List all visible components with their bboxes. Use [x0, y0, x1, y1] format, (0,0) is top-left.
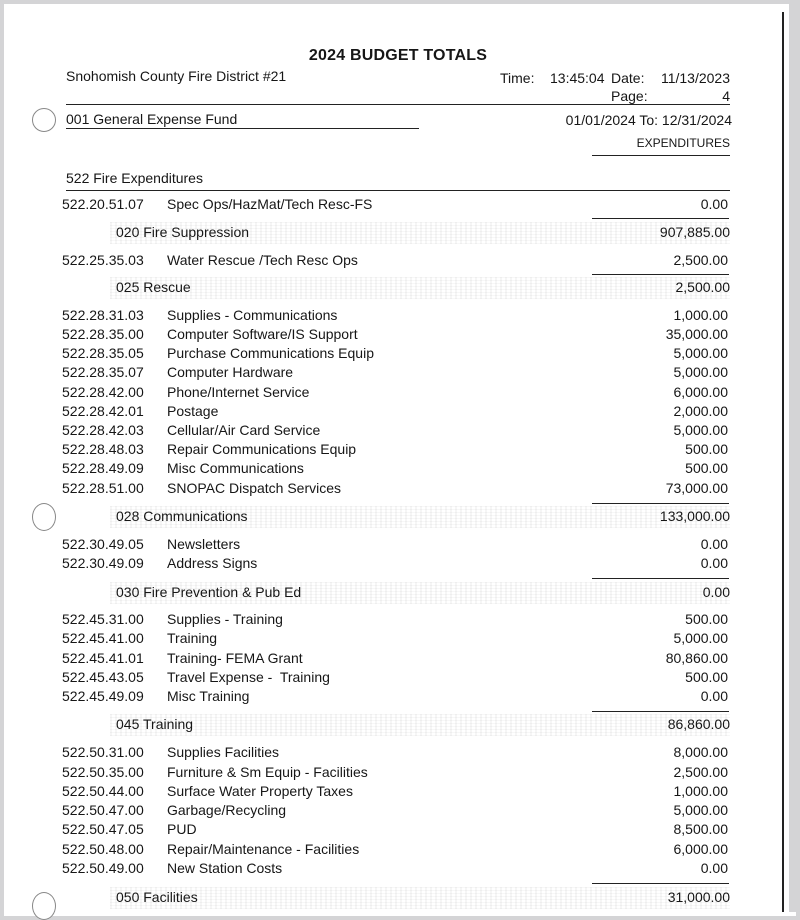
- account-description: Newsletters: [167, 536, 241, 552]
- column-header-rule: [592, 155, 730, 156]
- line-item-row: [0, 783, 796, 802]
- account-number: 522.50.47.00: [62, 802, 144, 818]
- amount: 2,000.00: [673, 403, 728, 419]
- account-number: 522.20.51.07: [62, 196, 144, 212]
- column-header-expenditures: EXPENDITURES: [636, 136, 730, 150]
- line-item-row: [0, 669, 796, 688]
- amount: 8,000.00: [673, 744, 728, 760]
- line-item-row: [0, 688, 796, 707]
- account-number: 522.28.35.05: [62, 345, 144, 361]
- account-description: Purchase Communications Equip: [167, 345, 374, 361]
- amount: 500.00: [685, 669, 728, 685]
- subtotal-row: [110, 277, 730, 299]
- account-number: 522.50.44.00: [62, 783, 144, 799]
- amount: 35,000.00: [665, 326, 728, 342]
- line-item-row: [0, 860, 796, 879]
- account-description: Postage: [167, 403, 219, 419]
- line-item-row: [0, 744, 796, 763]
- page-number: 4: [722, 88, 730, 104]
- line-item-row: [0, 422, 796, 441]
- account-number: 522.25.35.03: [62, 252, 144, 268]
- subtotal-amount: 907,885.00: [659, 224, 730, 240]
- account-number: 522.45.41.01: [62, 650, 144, 666]
- line-item-row: [0, 196, 796, 215]
- account-description: Furniture & Sm Equip - Facilities: [167, 764, 368, 780]
- binder-hole-top: [32, 108, 56, 132]
- account-description: Surface Water Property Taxes: [167, 783, 353, 799]
- account-number: 522.50.47.05: [62, 821, 144, 837]
- line-item-row: [0, 460, 796, 479]
- account-description: Address Signs: [167, 555, 258, 571]
- header-rule: [66, 104, 730, 105]
- line-item-row: [0, 441, 796, 460]
- account-description: Computer Hardware: [167, 364, 294, 380]
- line-item-row: [0, 821, 796, 840]
- section-rule: [66, 190, 730, 191]
- date-label: Date:: [611, 70, 645, 86]
- line-item-row: [0, 345, 796, 364]
- report-title: 2024 BUDGET TOTALS: [308, 47, 488, 64]
- account-number: 522.45.43.05: [62, 669, 144, 685]
- account-description: Water Rescue /Tech Resc Ops: [167, 252, 358, 268]
- subtotal-rule: [592, 274, 729, 275]
- account-number: 522.30.49.09: [62, 555, 144, 571]
- line-item-row: [0, 802, 796, 821]
- account-description: Repair Communications Equip: [167, 441, 357, 457]
- amount: 0.00: [700, 688, 728, 704]
- account-number: 522.28.35.00: [62, 326, 144, 342]
- account-description: Travel Expense - Training: [167, 669, 330, 685]
- subtotal-row: [110, 506, 730, 528]
- amount: 0.00: [700, 555, 728, 571]
- subtotal-rule: [592, 578, 729, 579]
- account-number: 522.28.51.00: [62, 480, 144, 496]
- subtotal-amount: 31,000.00: [667, 889, 730, 905]
- report-period: 01/01/2024 To: 12/31/2024: [565, 112, 732, 128]
- amount: 5,000.00: [673, 422, 728, 438]
- account-number: 522.45.31.00: [62, 611, 144, 627]
- amount: 0.00: [700, 860, 728, 876]
- account-number: 522.28.31.03: [62, 307, 144, 323]
- account-description: Training- FEMA Grant: [167, 650, 303, 666]
- subtotal-label: 045 Training: [116, 716, 194, 732]
- account-number: 522.30.49.05: [62, 536, 144, 552]
- account-description: Supplies Facilities: [167, 744, 280, 760]
- time-value: 13:45:04: [550, 70, 605, 86]
- binder-hole-bottom: [32, 892, 56, 920]
- subtotal-amount: 86,860.00: [667, 716, 730, 732]
- subtotal-rule: [592, 883, 729, 884]
- account-number: 522.50.48.00: [62, 841, 144, 857]
- amount: 6,000.00: [673, 841, 728, 857]
- subtotal-row: [110, 582, 730, 604]
- line-item-row: [0, 650, 796, 669]
- account-description: Misc Training: [167, 688, 250, 704]
- subtotal-amount: 133,000.00: [659, 508, 730, 524]
- subtotal-label: 028 Communications: [116, 508, 248, 524]
- organization-name: Snohomish County Fire District #21: [66, 68, 287, 84]
- subtotal-row: [110, 714, 730, 736]
- section-heading: 522 Fire Expenditures: [66, 170, 203, 186]
- subtotal-label: 030 Fire Prevention & Pub Ed: [116, 584, 302, 600]
- binder-hole-middle: [32, 503, 56, 531]
- amount: 8,500.00: [673, 821, 728, 837]
- date-value: 11/13/2023: [660, 70, 730, 86]
- amount: 73,000.00: [665, 480, 728, 496]
- line-item-row: [0, 630, 796, 649]
- subtotal-label: 020 Fire Suppression: [116, 224, 250, 240]
- page-label: Page:: [611, 88, 648, 104]
- amount: 500.00: [685, 460, 728, 476]
- amount: 500.00: [685, 611, 728, 627]
- fund-underline: [66, 128, 419, 129]
- account-number: 522.28.42.01: [62, 403, 144, 419]
- line-item-row: [0, 764, 796, 783]
- subtotal-row: [110, 887, 730, 909]
- line-item-row: [0, 307, 796, 326]
- line-item-row: [0, 403, 796, 422]
- account-description: Phone/Internet Service: [167, 384, 310, 400]
- account-number: 522.50.49.00: [62, 860, 144, 876]
- subtotal-row: [110, 222, 730, 244]
- account-description: Cellular/Air Card Service: [167, 422, 321, 438]
- account-number: 522.28.35.07: [62, 364, 144, 380]
- amount: 0.00: [700, 196, 728, 212]
- fund-name: 001 General Expense Fund: [66, 111, 238, 127]
- account-number: 522.28.48.03: [62, 441, 144, 457]
- amount: 2,500.00: [673, 252, 728, 268]
- line-item-row: [0, 384, 796, 403]
- amount: 5,000.00: [673, 345, 728, 361]
- subtotal-rule: [592, 503, 729, 504]
- account-description: PUD: [167, 821, 197, 837]
- account-description: Repair/Maintenance - Facilities: [167, 841, 360, 857]
- account-description: Supplies - Training: [167, 611, 283, 627]
- account-number: 522.45.49.09: [62, 688, 144, 704]
- subtotal-rule: [592, 711, 729, 712]
- account-description: New Station Costs: [167, 860, 283, 876]
- line-item-row: [0, 555, 796, 574]
- amount: 1,000.00: [673, 783, 728, 799]
- subtotal-amount: 2,500.00: [675, 279, 730, 295]
- amount: 0.00: [700, 536, 728, 552]
- account-description: Spec Ops/HazMat/Tech Resc-FS: [167, 196, 373, 212]
- amount: 5,000.00: [673, 364, 728, 380]
- subtotal-amount: 0.00: [702, 584, 730, 600]
- account-description: Computer Software/IS Support: [167, 326, 358, 342]
- account-number: 522.28.42.00: [62, 384, 144, 400]
- amount: 5,000.00: [673, 630, 728, 646]
- subtotal-label: 050 Facilities: [116, 889, 198, 905]
- amount: 6,000.00: [673, 384, 728, 400]
- amount: 1,000.00: [673, 307, 728, 323]
- account-description: SNOPAC Dispatch Services: [167, 480, 342, 496]
- account-description: Misc Communications: [167, 460, 304, 476]
- amount: 500.00: [685, 441, 728, 457]
- subtotal-rule: [592, 218, 729, 219]
- line-item-row: [0, 611, 796, 630]
- account-description: Garbage/Recycling: [167, 802, 287, 818]
- amount: 5,000.00: [673, 802, 728, 818]
- account-description: Training: [167, 630, 218, 646]
- line-item-row: [0, 326, 796, 345]
- account-number: 522.50.31.00: [62, 744, 144, 760]
- account-number: 522.28.42.03: [62, 422, 144, 438]
- line-item-row: [0, 252, 796, 271]
- line-item-row: [0, 364, 796, 383]
- line-item-row: [0, 841, 796, 860]
- account-number: 522.50.35.00: [62, 764, 144, 780]
- account-number: 522.28.49.09: [62, 460, 144, 476]
- time-label: Time:: [500, 70, 535, 86]
- line-item-row: [0, 536, 796, 555]
- line-item-row: [0, 480, 796, 499]
- subtotal-label: 025 Rescue: [116, 279, 191, 295]
- amount: 80,860.00: [665, 650, 728, 666]
- account-description: Supplies - Communications: [167, 307, 338, 323]
- account-number: 522.45.41.00: [62, 630, 144, 646]
- amount: 2,500.00: [673, 764, 728, 780]
